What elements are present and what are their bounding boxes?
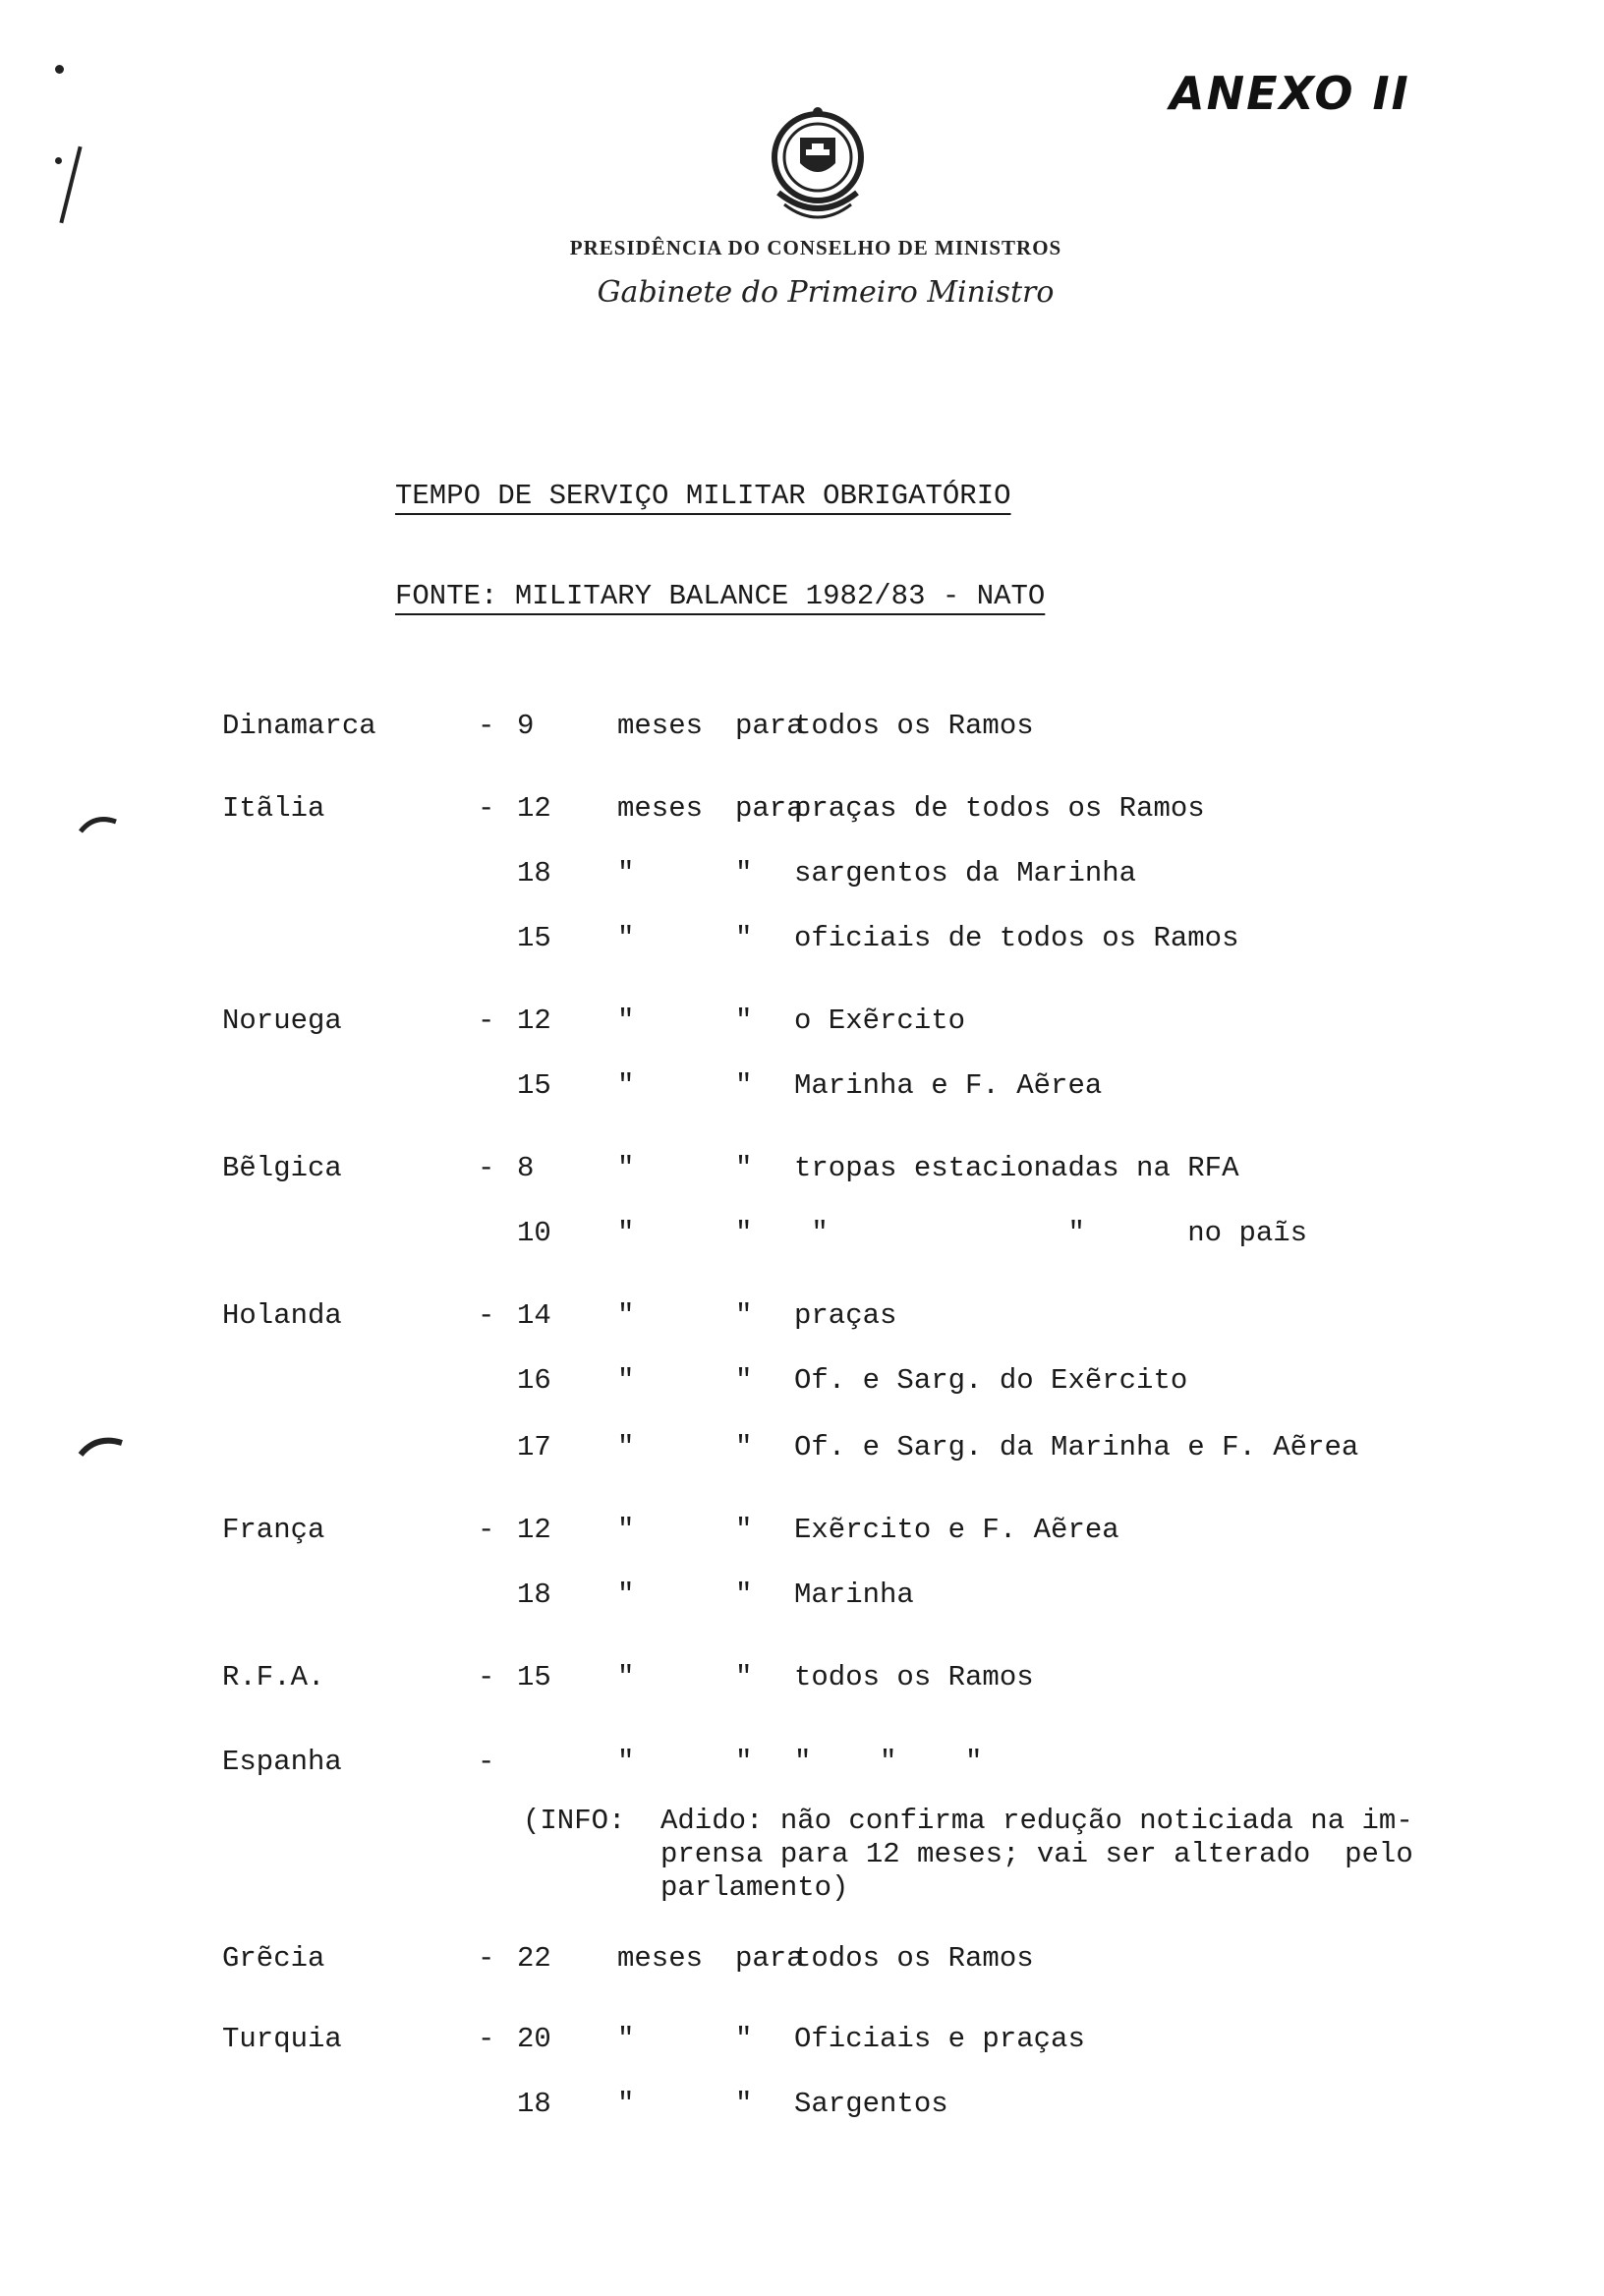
- description-cell: " " ": [794, 1746, 983, 1778]
- unit-cell: ": [617, 1299, 635, 1332]
- dash-cell: -: [478, 792, 495, 825]
- dash-cell: -: [478, 2023, 495, 2055]
- table-row: [0, 792, 1604, 832]
- for-cell: ": [735, 1578, 753, 1611]
- months-cell: 20: [517, 2023, 551, 2055]
- dash-cell: -: [478, 1152, 495, 1184]
- dash-cell: -: [478, 710, 495, 742]
- description-cell: todos os Ramos: [794, 710, 1034, 742]
- description-cell: Exẽrcito e F. Aẽrea: [794, 1514, 1119, 1546]
- unit-cell: ": [617, 1004, 635, 1037]
- unit-cell: ": [617, 2088, 635, 2120]
- country-cell: R.F.A.: [222, 1661, 325, 1693]
- months-cell: 12: [517, 1004, 551, 1037]
- months-cell: 12: [517, 1514, 551, 1546]
- months-cell: 18: [517, 1578, 551, 1611]
- months-cell: 17: [517, 1431, 551, 1464]
- description-cell: praças de todos os Ramos: [794, 792, 1205, 825]
- for-cell: ": [735, 1217, 753, 1249]
- months-cell: 16: [517, 1364, 551, 1397]
- table-row: [0, 1661, 1604, 1700]
- unit-cell: ": [617, 1514, 635, 1546]
- table-row: [0, 1431, 1604, 1470]
- months-cell: 22: [517, 1942, 551, 1975]
- months-cell: 15: [517, 1069, 551, 1102]
- table-row: [0, 1578, 1604, 1618]
- scan-dot: [55, 65, 64, 74]
- unit-cell: ": [617, 1217, 635, 1249]
- table-row: [0, 1942, 1604, 1981]
- unit-cell: ": [617, 2023, 635, 2055]
- months-cell: 18: [517, 2088, 551, 2120]
- coat-of-arms-emblem: [749, 98, 887, 236]
- letterhead-institution: PRESIDÊNCIA DO CONSELHO DE MINISTROS: [569, 236, 1062, 259]
- country-cell: Turquia: [222, 2023, 342, 2055]
- for-cell: ": [735, 922, 753, 954]
- for-cell: ": [735, 1431, 753, 1464]
- country-cell: Holanda: [222, 1299, 342, 1332]
- country-cell: Dinamarca: [222, 710, 376, 742]
- description-cell: praças: [794, 1299, 897, 1332]
- months-cell: 8: [517, 1152, 535, 1184]
- months-cell: 12: [517, 792, 551, 825]
- table-row: [0, 1069, 1604, 1109]
- unit-cell: ": [617, 922, 635, 954]
- document-title: TEMPO DE SERVIÇO MILITAR OBRIGATÓRIO: [395, 480, 1011, 512]
- unit-cell: ": [617, 1578, 635, 1611]
- table-row: [0, 710, 1604, 749]
- dash-cell: -: [478, 1004, 495, 1037]
- months-cell: 15: [517, 922, 551, 954]
- table-row: [0, 2088, 1604, 2127]
- table-row: [0, 2023, 1604, 2062]
- country-cell: Grẽcia: [222, 1942, 325, 1975]
- unit-cell: ": [617, 1431, 635, 1464]
- country-cell: Noruega: [222, 1004, 342, 1037]
- dash-cell: -: [478, 1661, 495, 1693]
- for-cell: ": [735, 857, 753, 890]
- for-cell: ": [735, 1514, 753, 1546]
- description-cell: Oficiais e praças: [794, 2023, 1085, 2055]
- description-cell: o Exẽrcito: [794, 1004, 966, 1037]
- dash-cell: -: [478, 1746, 495, 1778]
- info-line: Adido: não confirma redução noticiada na im-: [660, 1805, 1413, 1837]
- table-row: [0, 922, 1604, 961]
- letterhead-office: Gabinete do Primeiro Ministro: [597, 275, 1055, 310]
- table-row: [0, 1152, 1604, 1191]
- unit-cell: meses: [617, 710, 704, 742]
- description-cell: Marinha: [794, 1578, 914, 1611]
- description-cell: tropas estacionadas na RFA: [794, 1152, 1239, 1184]
- unit-cell: meses: [617, 792, 704, 825]
- document-source: FONTE: MILITARY BALANCE 1982/83 - NATO: [395, 580, 1046, 612]
- description-cell: todos os Ramos: [794, 1661, 1034, 1693]
- info-label: (INFO:: [523, 1805, 626, 1837]
- unit-cell: ": [617, 857, 635, 890]
- unit-cell: ": [617, 1069, 635, 1102]
- description-cell: Of. e Sarg. da Marinha e F. Aẽrea: [794, 1431, 1359, 1464]
- months-cell: 9: [517, 710, 535, 742]
- scan-dot: [55, 157, 62, 164]
- unit-cell: ": [617, 1661, 635, 1693]
- table-row: [0, 1514, 1604, 1553]
- for-cell: ": [735, 1069, 753, 1102]
- unit-cell: ": [617, 1152, 635, 1184]
- country-cell: Itãlia: [222, 792, 325, 825]
- months-cell: 18: [517, 857, 551, 890]
- dash-cell: -: [478, 1942, 495, 1975]
- months-cell: 10: [517, 1217, 551, 1249]
- for-cell: para: [735, 792, 804, 825]
- handwritten-slash: [59, 146, 82, 224]
- table-row: [0, 1746, 1604, 1785]
- unit-cell: ": [617, 1746, 635, 1778]
- for-cell: ": [735, 2023, 753, 2055]
- info-line: parlamento): [660, 1871, 849, 1904]
- unit-cell: meses: [617, 1942, 704, 1975]
- for-cell: ": [735, 1364, 753, 1397]
- dash-cell: -: [478, 1514, 495, 1546]
- months-cell: 14: [517, 1299, 551, 1332]
- table-row: [0, 857, 1604, 896]
- annex-label: ANEXO II: [1170, 67, 1410, 120]
- dash-cell: -: [478, 1299, 495, 1332]
- country-cell: Bẽlgica: [222, 1152, 342, 1184]
- info-text: [660, 1805, 1535, 1905]
- description-cell: todos os Ramos: [794, 1942, 1034, 1975]
- for-cell: ": [735, 1746, 753, 1778]
- country-cell: Espanha: [222, 1746, 342, 1778]
- table-row: [0, 1004, 1604, 1044]
- description-cell: Of. e Sarg. do Exẽrcito: [794, 1364, 1188, 1397]
- for-cell: ": [735, 1004, 753, 1037]
- for-cell: ": [735, 2088, 753, 2120]
- description-cell: " " no paĩs: [794, 1217, 1308, 1249]
- description-cell: oficiais de todos os Ramos: [794, 922, 1239, 954]
- for-cell: ": [735, 1299, 753, 1332]
- table-row: [0, 1217, 1604, 1256]
- country-cell: França: [222, 1514, 325, 1546]
- table-row: [0, 1299, 1604, 1339]
- months-cell: 15: [517, 1661, 551, 1693]
- unit-cell: ": [617, 1364, 635, 1397]
- for-cell: para: [735, 710, 804, 742]
- description-cell: Marinha e F. Aẽrea: [794, 1069, 1103, 1102]
- for-cell: para: [735, 1942, 804, 1975]
- description-cell: sargentos da Marinha: [794, 857, 1137, 890]
- table-row: [0, 1364, 1604, 1404]
- for-cell: ": [735, 1152, 753, 1184]
- for-cell: ": [735, 1661, 753, 1693]
- description-cell: Sargentos: [794, 2088, 948, 2120]
- info-line: prensa para 12 meses; vai ser alterado pelo: [660, 1838, 1413, 1870]
